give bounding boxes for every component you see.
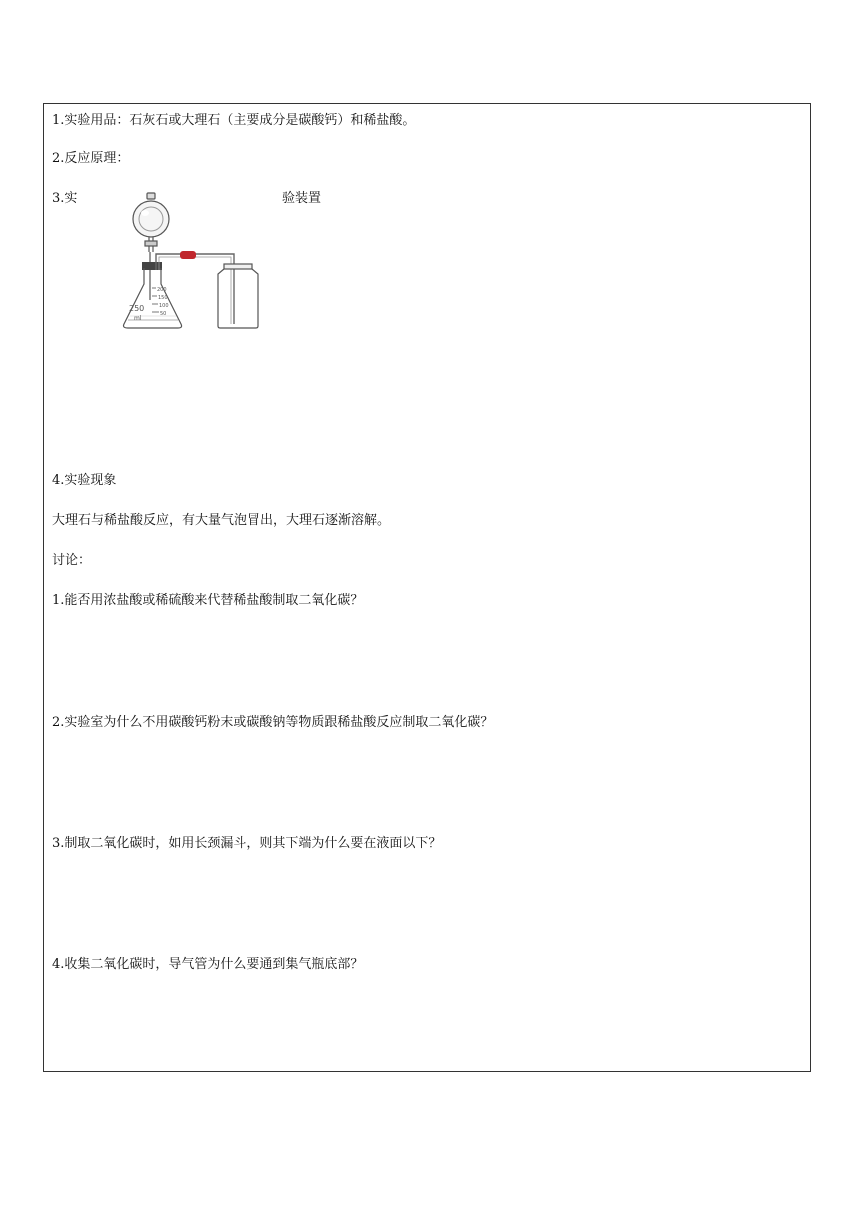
question-2: 2.实验室为什么不用碳酸钙粉末或碳酸钠等物质跟稀盐酸反应制取二氧化碳？ xyxy=(52,715,494,730)
principle-line: 2.反应原理： xyxy=(52,151,130,166)
flask-mark-100: 100 xyxy=(159,303,169,309)
conical-flask-icon xyxy=(124,268,182,328)
delivery-tube-icon xyxy=(156,254,234,324)
apparatus-heading-part1: 3.实 xyxy=(52,191,78,206)
content-frame xyxy=(43,103,811,1072)
flask-unit-label: ml xyxy=(134,315,142,322)
flask-mark-50: 50 xyxy=(160,311,167,317)
phenomenon-heading: 4.实验现象 xyxy=(52,473,117,488)
rubber-connector-icon xyxy=(180,251,196,259)
flask-volume-label: 250 xyxy=(129,304,145,313)
co2-apparatus-diagram xyxy=(116,192,266,332)
materials-line: 1.实验用品：石灰石或大理石（主要成分是碳酸钙）和稀盐酸。 xyxy=(52,113,416,128)
apparatus-heading-part2: 验装置 xyxy=(282,191,322,206)
question-4: 4.收集二氧化碳时，导气管为什么要通到集气瓶底部？ xyxy=(52,957,364,972)
gas-collecting-bottle-icon xyxy=(218,264,258,328)
flask-mark-150: 150 xyxy=(158,295,168,301)
flask-mark-200: 200 xyxy=(157,287,167,293)
question-3: 3.制取二氧化碳时，如用长颈漏斗，则其下端为什么要在液面以下？ xyxy=(52,836,442,851)
question-1: 1.能否用浓盐酸或稀硫酸来代替稀盐酸制取二氧化碳？ xyxy=(52,593,364,608)
discussion-heading: 讨论： xyxy=(52,553,92,568)
separatory-funnel-icon xyxy=(133,193,169,300)
phenomenon-text: 大理石与稀盐酸反应，有大量气泡冒出，大理石逐渐溶解。 xyxy=(52,513,391,528)
